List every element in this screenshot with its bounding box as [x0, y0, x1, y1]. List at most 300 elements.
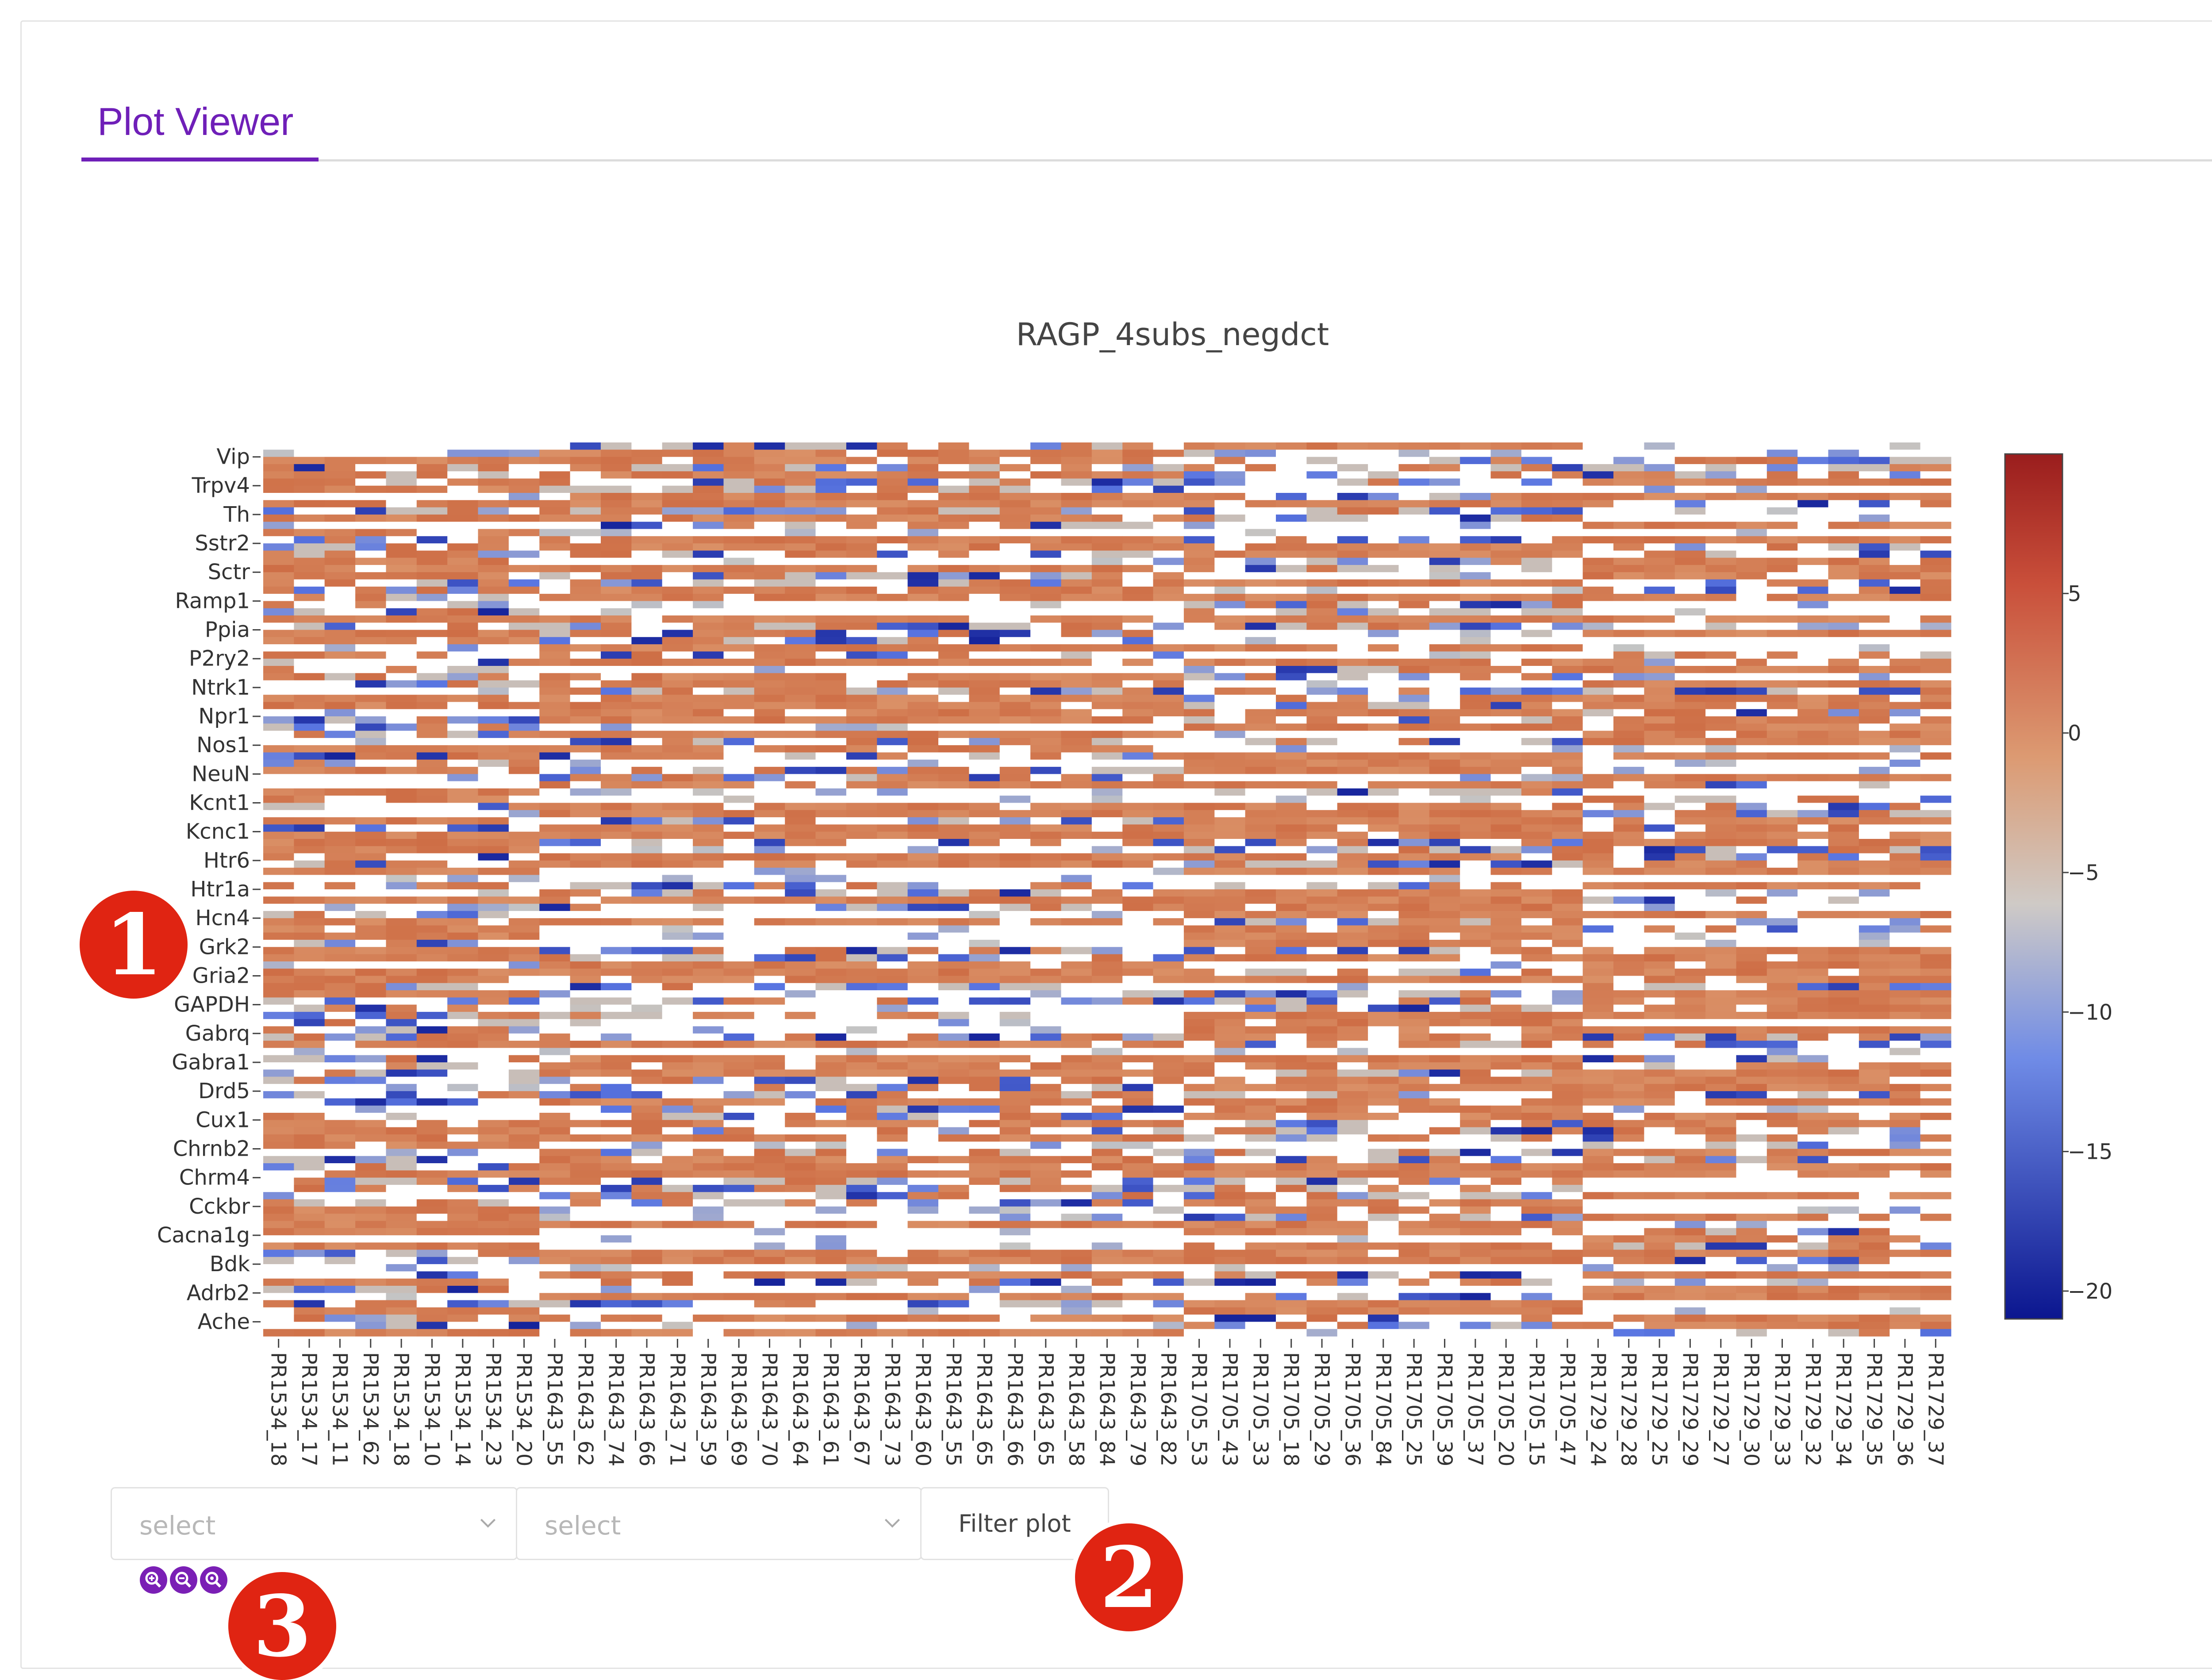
heatmap-cell — [908, 442, 939, 450]
heatmap-cell — [570, 997, 601, 1005]
heatmap-cell — [1705, 788, 1736, 796]
heatmap-cell — [294, 1012, 325, 1019]
heatmap-cell — [417, 623, 448, 630]
heatmap-cell — [1214, 961, 1245, 969]
heatmap-cell — [386, 745, 417, 753]
heatmap-cell — [1644, 515, 1675, 522]
heatmap-cell — [1583, 839, 1614, 846]
heatmap-cell — [447, 868, 478, 875]
heatmap-cell — [938, 817, 969, 825]
heatmap-cell — [570, 875, 601, 882]
heatmap-cell — [846, 896, 877, 904]
heatmap-cell — [1030, 688, 1061, 695]
heatmap-cell — [1828, 637, 1859, 645]
heatmap-cell — [1583, 904, 1614, 911]
heatmap-cell — [417, 558, 448, 565]
heatmap-cell — [1000, 753, 1031, 760]
heatmap-cell — [1797, 896, 1828, 904]
heatmap-cell — [1644, 969, 1675, 976]
heatmap-cell — [693, 947, 724, 954]
heatmap-cell — [1092, 954, 1123, 962]
heatmap-cell — [662, 961, 693, 969]
heatmap-cell — [1767, 767, 1798, 774]
heatmap-cell — [325, 587, 356, 594]
heatmap-cell — [1889, 493, 1920, 500]
heatmap-cell — [355, 832, 386, 839]
heatmap-cell — [1276, 666, 1307, 673]
heatmap-cell — [386, 594, 417, 601]
heatmap-cell — [1368, 630, 1399, 638]
heatmap-cell — [1859, 450, 1890, 457]
heatmap-cell — [1306, 500, 1337, 507]
heatmap-cell — [509, 1034, 540, 1041]
heatmap-cell — [417, 1077, 448, 1084]
heatmap-cell — [1214, 529, 1245, 537]
heatmap-cell — [509, 659, 540, 666]
heatmap-cell — [601, 1026, 632, 1034]
heatmap-cell — [938, 507, 969, 515]
heatmap-cell — [417, 803, 448, 811]
heatmap-cell — [1613, 731, 1644, 738]
heatmap-cell — [1583, 1055, 1614, 1063]
heatmap-cell — [1583, 471, 1614, 479]
heatmap-cell — [447, 630, 478, 638]
heatmap-cell — [1920, 997, 1951, 1005]
heatmap-cell — [478, 753, 509, 760]
heatmap-cell — [1583, 767, 1614, 774]
heatmap-cell — [1675, 738, 1706, 746]
heatmap-cell — [1184, 954, 1215, 962]
heatmap-cell — [447, 450, 478, 457]
heatmap-cell — [601, 832, 632, 839]
heatmap-cell — [816, 580, 847, 587]
heatmap-cell — [662, 803, 693, 811]
heatmap-cell — [846, 500, 877, 507]
heatmap-cell — [386, 479, 417, 486]
heatmap-cell — [1859, 738, 1890, 746]
heatmap-cell — [1122, 753, 1153, 760]
heatmap-cell — [1153, 803, 1184, 811]
heatmap-cell — [1460, 464, 1491, 472]
heatmap-cell — [1613, 709, 1644, 717]
heatmap-cell — [570, 572, 601, 580]
heatmap-cell — [1122, 457, 1153, 465]
heatmap-cell — [325, 680, 356, 688]
heatmap-cell — [1092, 479, 1123, 486]
heatmap-cell — [908, 969, 939, 976]
heatmap-cell — [908, 464, 939, 472]
heatmap-cell — [1000, 947, 1031, 954]
heatmap-cell — [1491, 1012, 1522, 1019]
heatmap-cell — [1767, 1069, 1798, 1077]
heatmap-cell — [908, 803, 939, 811]
heatmap-cell — [1491, 457, 1522, 465]
heatmap-cell — [1859, 601, 1890, 608]
heatmap-cell — [816, 522, 847, 529]
heatmap-cell — [601, 875, 632, 882]
heatmap-cell — [1889, 933, 1920, 940]
heatmap-cell — [1122, 442, 1153, 450]
heatmap-cell — [294, 543, 325, 551]
heatmap-cell — [1092, 558, 1123, 565]
heatmap-cell — [846, 1062, 877, 1070]
heatmap-cell — [386, 515, 417, 522]
heatmap-cell — [816, 680, 847, 688]
heatmap-cell — [1491, 1041, 1522, 1048]
heatmap-cell — [908, 875, 939, 882]
heatmap-cell — [754, 1077, 785, 1084]
heatmap-cell — [938, 702, 969, 710]
heatmap-cell — [1705, 1084, 1736, 1092]
heatmap-cell — [1460, 918, 1491, 926]
heatmap-cell — [570, 940, 601, 947]
heatmap-cell — [1000, 817, 1031, 825]
heatmap-cell — [1214, 926, 1245, 933]
heatmap-cell — [1460, 702, 1491, 710]
heatmap-cell — [386, 457, 417, 465]
heatmap-cell — [1153, 493, 1184, 500]
heatmap-cell — [1828, 680, 1859, 688]
heatmap-cell — [1736, 550, 1767, 558]
heatmap-cell — [539, 1077, 570, 1084]
heatmap-cell — [1030, 918, 1061, 926]
heatmap-cell — [294, 608, 325, 616]
heatmap-cell — [1214, 796, 1245, 803]
heatmap-cell — [1030, 515, 1061, 522]
heatmap-cell — [1214, 983, 1245, 991]
heatmap-cell — [1122, 587, 1153, 594]
heatmap-cell — [1521, 904, 1552, 911]
heatmap-cell — [570, 601, 601, 608]
heatmap-cell — [1429, 529, 1460, 537]
heatmap-cell — [1675, 969, 1706, 976]
heatmap-cell — [1552, 673, 1583, 680]
heatmap-cell — [816, 1034, 847, 1041]
heatmap-cell — [754, 990, 785, 998]
heatmap-cell — [1429, 853, 1460, 861]
heatmap-cell — [1337, 1012, 1368, 1019]
heatmap-cell — [1214, 630, 1245, 638]
heatmap-cell — [1153, 558, 1184, 565]
heatmap-cell — [1644, 731, 1675, 738]
heatmap-cell — [846, 550, 877, 558]
heatmap-cell — [1767, 500, 1798, 507]
heatmap-cell — [1828, 651, 1859, 659]
heatmap-cell — [1153, 861, 1184, 868]
heatmap-cell — [1429, 464, 1460, 472]
heatmap-cell — [1767, 464, 1798, 472]
heatmap-cell — [1767, 1041, 1798, 1048]
heatmap-cell — [1245, 796, 1276, 803]
heatmap-cell — [263, 1091, 294, 1099]
heatmap-cell — [1736, 500, 1767, 507]
heatmap-cell — [1306, 716, 1337, 724]
heatmap-cell — [754, 709, 785, 717]
heatmap-cell — [693, 637, 724, 645]
heatmap-cell — [1368, 572, 1399, 580]
heatmap-cell — [386, 861, 417, 868]
heatmap-cell — [478, 947, 509, 954]
heatmap-cell — [1767, 875, 1798, 882]
heatmap-cell — [1521, 500, 1552, 507]
heatmap-cell — [263, 680, 294, 688]
heatmap-cell — [1491, 450, 1522, 457]
heatmap-cell — [908, 688, 939, 695]
heatmap-cell — [1030, 875, 1061, 882]
heatmap-cell — [1061, 1077, 1092, 1084]
heatmap-cell — [1122, 522, 1153, 529]
heatmap-cell — [1092, 529, 1123, 537]
heatmap-cell — [325, 1048, 356, 1055]
heatmap-cell — [325, 889, 356, 897]
heatmap-cell — [1368, 940, 1399, 947]
heatmap-cell — [1306, 839, 1337, 846]
heatmap-cell — [1828, 471, 1859, 479]
heatmap-cell — [1767, 688, 1798, 695]
heatmap-cell — [1184, 486, 1215, 493]
heatmap-cell — [1889, 522, 1920, 529]
heatmap-cell — [1306, 810, 1337, 818]
heatmap-cell — [1552, 442, 1583, 450]
heatmap-cell — [754, 983, 785, 991]
heatmap-cell — [1276, 781, 1307, 789]
heatmap-cell — [1214, 558, 1245, 565]
heatmap-cell — [1644, 961, 1675, 969]
heatmap-cell — [539, 479, 570, 486]
heatmap-cell — [1675, 709, 1706, 717]
heatmap-cell — [1583, 1062, 1614, 1070]
heatmap-cell — [1889, 976, 1920, 984]
heatmap-cell — [1644, 1077, 1675, 1084]
heatmap-cell — [846, 565, 877, 573]
heatmap-cell — [325, 1041, 356, 1048]
heatmap-cell — [1920, 500, 1951, 507]
heatmap-cell — [601, 486, 632, 493]
heatmap-cell — [355, 702, 386, 710]
heatmap-cell — [846, 644, 877, 652]
heatmap-cell — [1399, 594, 1430, 601]
heatmap-cell — [1552, 1005, 1583, 1012]
heatmap-cell — [1092, 659, 1123, 666]
heatmap-cell — [1613, 558, 1644, 565]
heatmap-cell — [1306, 1091, 1337, 1099]
heatmap-cell — [294, 745, 325, 753]
heatmap-cell — [1705, 680, 1736, 688]
heatmap-cell — [325, 608, 356, 616]
heatmap-cell — [1184, 767, 1215, 774]
heatmap-cell — [1214, 572, 1245, 580]
heatmap-cell — [601, 947, 632, 954]
heatmap-cell — [386, 1077, 417, 1084]
heatmap-cell — [1429, 493, 1460, 500]
heatmap-cell — [1429, 479, 1460, 486]
heatmap-cell — [877, 1084, 908, 1092]
heatmap-cell — [1337, 515, 1368, 522]
heatmap-cell — [447, 479, 478, 486]
heatmap-cell — [570, 486, 601, 493]
heatmap-cell — [1000, 594, 1031, 601]
heatmap-cell — [1889, 1005, 1920, 1012]
heatmap-cell — [1828, 911, 1859, 919]
heatmap-cell — [447, 774, 478, 781]
heatmap-cell — [601, 933, 632, 940]
heatmap-cell — [1521, 615, 1552, 623]
heatmap-cell — [816, 983, 847, 991]
heatmap-cell — [1797, 673, 1828, 680]
heatmap-cell — [1153, 450, 1184, 457]
heatmap-cell — [386, 1005, 417, 1012]
heatmap-cell — [1889, 904, 1920, 911]
heatmap-cell — [1000, 810, 1031, 818]
heatmap-cell — [816, 774, 847, 781]
heatmap-cell — [969, 695, 1000, 702]
heatmap-cell — [417, 1084, 448, 1092]
heatmap-cell — [1337, 716, 1368, 724]
heatmap-cell — [1460, 666, 1491, 673]
heatmap-cell — [1644, 457, 1675, 465]
heatmap-cell — [1859, 1005, 1890, 1012]
heatmap-cell — [1521, 673, 1552, 680]
heatmap-cell — [816, 457, 847, 465]
heatmap-cell — [969, 875, 1000, 882]
heatmap-cell — [1675, 550, 1706, 558]
heatmap-cell — [1368, 853, 1399, 861]
heatmap-cell — [816, 500, 847, 507]
heatmap-cell — [1306, 529, 1337, 537]
heatmap-cell — [1613, 695, 1644, 702]
heatmap-cell — [754, 515, 785, 522]
heatmap-cell — [1214, 918, 1245, 926]
heatmap-cell — [969, 976, 1000, 984]
heatmap-cell — [1399, 486, 1430, 493]
heatmap-cell — [1644, 882, 1675, 890]
heatmap-cell — [417, 1005, 448, 1012]
heatmap-cell — [1644, 926, 1675, 933]
heatmap-cell — [754, 659, 785, 666]
heatmap-cell — [1306, 990, 1337, 998]
heatmap-cell — [1552, 680, 1583, 688]
heatmap-cell — [1460, 587, 1491, 594]
heatmap-cell — [1122, 1091, 1153, 1099]
heatmap-cell — [816, 1055, 847, 1063]
heatmap-cell — [969, 623, 1000, 630]
heatmap-cell — [539, 615, 570, 623]
heatmap-cell — [1337, 753, 1368, 760]
heatmap-cell — [1644, 659, 1675, 666]
heatmap-cell — [601, 1055, 632, 1063]
heatmap-cell — [325, 875, 356, 882]
heatmap-cell — [754, 1019, 785, 1026]
heatmap-cell — [601, 587, 632, 594]
heatmap-cell — [601, 882, 632, 890]
heatmap-cell — [754, 918, 785, 926]
heatmap-cell — [1092, 709, 1123, 717]
heatmap-cell — [1828, 1062, 1859, 1070]
heatmap-cell — [417, 745, 448, 753]
heatmap-cell — [1705, 824, 1736, 832]
heatmap-cell — [539, 550, 570, 558]
heatmap-cell — [1920, 796, 1951, 803]
heatmap-cell — [724, 861, 755, 868]
heatmap-cell — [1920, 875, 1951, 882]
heatmap-cell — [1276, 558, 1307, 565]
heatmap-cell — [1092, 788, 1123, 796]
heatmap-cell — [1797, 796, 1828, 803]
heatmap-cell — [1399, 911, 1430, 919]
heatmap-cell — [816, 515, 847, 522]
heatmap-cell — [908, 738, 939, 746]
heatmap-cell — [1460, 479, 1491, 486]
heatmap-cell — [908, 753, 939, 760]
heatmap-cell — [1092, 587, 1123, 594]
heatmap-cell — [693, 1026, 724, 1034]
heatmap-cell — [908, 1026, 939, 1034]
heatmap-cell — [1675, 543, 1706, 551]
heatmap-cell — [1184, 781, 1215, 789]
heatmap-cell — [908, 781, 939, 789]
heatmap-cell — [509, 587, 540, 594]
heatmap-cell — [1306, 1034, 1337, 1041]
heatmap-cell — [1368, 515, 1399, 522]
heatmap-cell — [1767, 630, 1798, 638]
heatmap-cell — [1092, 767, 1123, 774]
heatmap-cell — [417, 882, 448, 890]
heatmap-cell — [386, 788, 417, 796]
heatmap-cell — [724, 442, 755, 450]
heatmap-cell — [601, 969, 632, 976]
heatmap-cell — [355, 846, 386, 853]
heatmap-cell — [785, 529, 816, 537]
heatmap-cell — [355, 486, 386, 493]
heatmap-cell — [1306, 680, 1337, 688]
heatmap-cell — [570, 832, 601, 839]
heatmap-cell — [754, 767, 785, 774]
heatmap-cell — [938, 1041, 969, 1048]
heatmap-cell — [1337, 817, 1368, 825]
tab-plot-viewer[interactable]: Plot Viewer — [97, 100, 294, 143]
heatmap-cell — [969, 738, 1000, 746]
heatmap-cell — [1889, 853, 1920, 861]
heatmap-cell — [1153, 745, 1184, 753]
heatmap-cell — [1889, 947, 1920, 954]
heatmap-cell — [447, 1055, 478, 1063]
heatmap-cell — [1675, 810, 1706, 818]
heatmap-cell — [1920, 493, 1951, 500]
heatmap-cell — [1122, 796, 1153, 803]
heatmap-cell — [1245, 702, 1276, 710]
heatmap-cell — [816, 861, 847, 868]
heatmap-cell — [1061, 615, 1092, 623]
heatmap-cell — [969, 1091, 1000, 1099]
heatmap-cell — [1122, 904, 1153, 911]
heatmap-cell — [938, 788, 969, 796]
heatmap-cell — [938, 594, 969, 601]
heatmap-cell — [846, 738, 877, 746]
heatmap-cell — [1767, 608, 1798, 616]
heatmap-cell — [1675, 1019, 1706, 1026]
heatmap-cell — [1460, 536, 1491, 544]
heatmap-cell — [601, 853, 632, 861]
heatmap-cell — [724, 832, 755, 839]
heatmap-cell — [294, 565, 325, 573]
heatmap-cell — [1552, 1048, 1583, 1055]
heatmap-cell — [417, 522, 448, 529]
heatmap-cell — [1613, 983, 1644, 991]
heatmap-cell — [1092, 471, 1123, 479]
heatmap-cell — [570, 1069, 601, 1077]
heatmap-cell — [1920, 788, 1951, 796]
heatmap-cell — [1613, 738, 1644, 746]
